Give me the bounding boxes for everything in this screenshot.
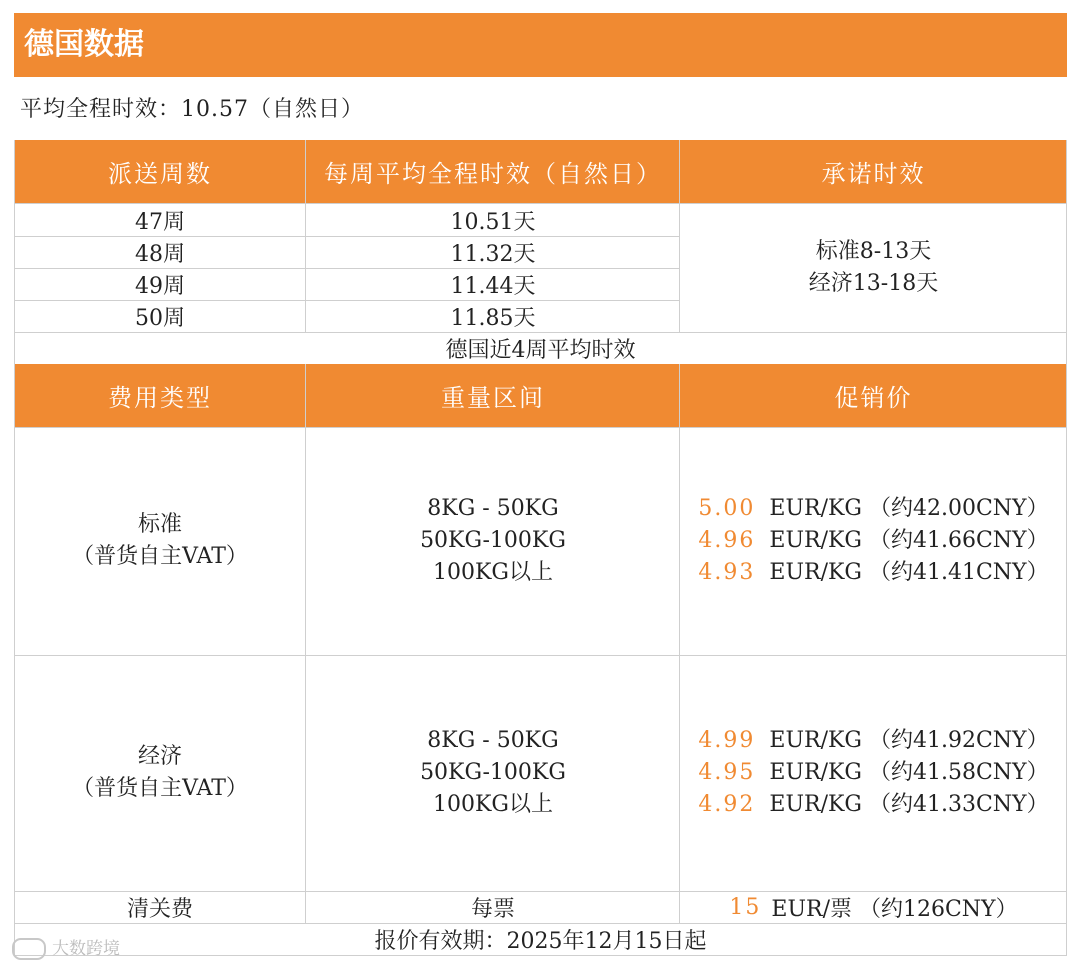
prices-economy bbox=[680, 655, 1067, 891]
clearance-rest: EUR/票 （约126CNY） bbox=[771, 896, 1018, 922]
days-cell: 11.85天 bbox=[450, 305, 536, 331]
price-unit: EUR/KG （约41.41CNY） bbox=[769, 560, 1049, 585]
header-fee-type: 费用类型 bbox=[14, 364, 306, 427]
header-weekly-average: 每周平均全程时效（自然日） bbox=[306, 140, 680, 203]
weight-range: 100KG以上 bbox=[432, 792, 553, 817]
fee-type-name: 经济 bbox=[137, 744, 182, 769]
clearance-unit: 每票 bbox=[470, 896, 515, 922]
price-value: 4.96 bbox=[698, 528, 756, 553]
header-promo-price: 促销价 bbox=[680, 364, 1067, 427]
average-transit-time: 平均全程时效：10.57（自然日） bbox=[20, 97, 364, 122]
promise-economy: 经济13-18天 bbox=[808, 271, 939, 296]
fee-type-note: （普货自主VAT） bbox=[72, 544, 248, 569]
price-value: 4.95 bbox=[698, 760, 756, 785]
weibo-logo-icon bbox=[12, 938, 46, 960]
watermark-text: 大数跨境 bbox=[52, 939, 120, 959]
price-row bbox=[698, 725, 1048, 757]
price-row bbox=[698, 757, 1048, 789]
days-cell: 11.32天 bbox=[450, 241, 536, 267]
price-value: 4.92 bbox=[698, 792, 756, 817]
price-value: 4.93 bbox=[698, 560, 756, 585]
weight-range: 8KG - 50KG bbox=[427, 728, 559, 753]
days-cell: 11.44天 bbox=[450, 273, 536, 299]
transit-footer: 德国近4周平均时效 bbox=[445, 337, 636, 363]
header-weight-range: 重量区间 bbox=[306, 364, 680, 427]
header-promised-time: 承诺时效 bbox=[680, 140, 1067, 203]
price-value: 5.00 bbox=[698, 496, 756, 521]
price-unit: EUR/KG （约41.92CNY） bbox=[769, 728, 1049, 753]
fee-type-name: 标准 bbox=[137, 512, 182, 537]
clearance-price bbox=[680, 891, 1067, 923]
price-unit: EUR/KG （约42.00CNY） bbox=[769, 496, 1049, 521]
weight-range: 8KG - 50KG bbox=[427, 496, 559, 521]
weight-ranges-economy bbox=[306, 655, 680, 891]
price-row bbox=[698, 789, 1048, 821]
price-value: 4.99 bbox=[698, 728, 756, 753]
price-unit: EUR/KG （约41.58CNY） bbox=[769, 760, 1049, 785]
price-row bbox=[698, 557, 1048, 589]
page-title: 德国数据 bbox=[14, 13, 1067, 77]
weight-range: 100KG以上 bbox=[432, 560, 553, 585]
fee-type-standard bbox=[14, 427, 306, 655]
clearance-label: 清关费 bbox=[126, 896, 193, 922]
clearance-value: 15 bbox=[729, 894, 762, 920]
week-cell: 48周 bbox=[135, 241, 185, 267]
week-cell: 49周 bbox=[135, 273, 185, 299]
promise-standard: 标准8-13天 bbox=[815, 239, 932, 264]
validity-note: 报价有效期：2025年12月15日起 bbox=[374, 928, 707, 954]
weight-range: 50KG-100KG bbox=[420, 528, 566, 553]
price-unit: EUR/KG （约41.33CNY） bbox=[769, 792, 1049, 817]
header-delivery-week: 派送周数 bbox=[14, 140, 306, 203]
price-row bbox=[698, 525, 1048, 557]
prices-standard bbox=[680, 427, 1067, 655]
days-cell: 10.51天 bbox=[450, 209, 536, 235]
price-row bbox=[698, 493, 1048, 525]
fee-type-economy bbox=[14, 655, 306, 891]
week-cell: 47周 bbox=[135, 209, 185, 235]
price-unit: EUR/KG （约41.66CNY） bbox=[769, 528, 1049, 553]
fee-type-note: （普货自主VAT） bbox=[72, 776, 248, 801]
watermark bbox=[12, 934, 120, 960]
weight-range: 50KG-100KG bbox=[420, 760, 566, 785]
week-cell: 50周 bbox=[135, 305, 185, 331]
promise-cell bbox=[680, 204, 1067, 332]
weight-ranges-standard bbox=[306, 427, 680, 655]
